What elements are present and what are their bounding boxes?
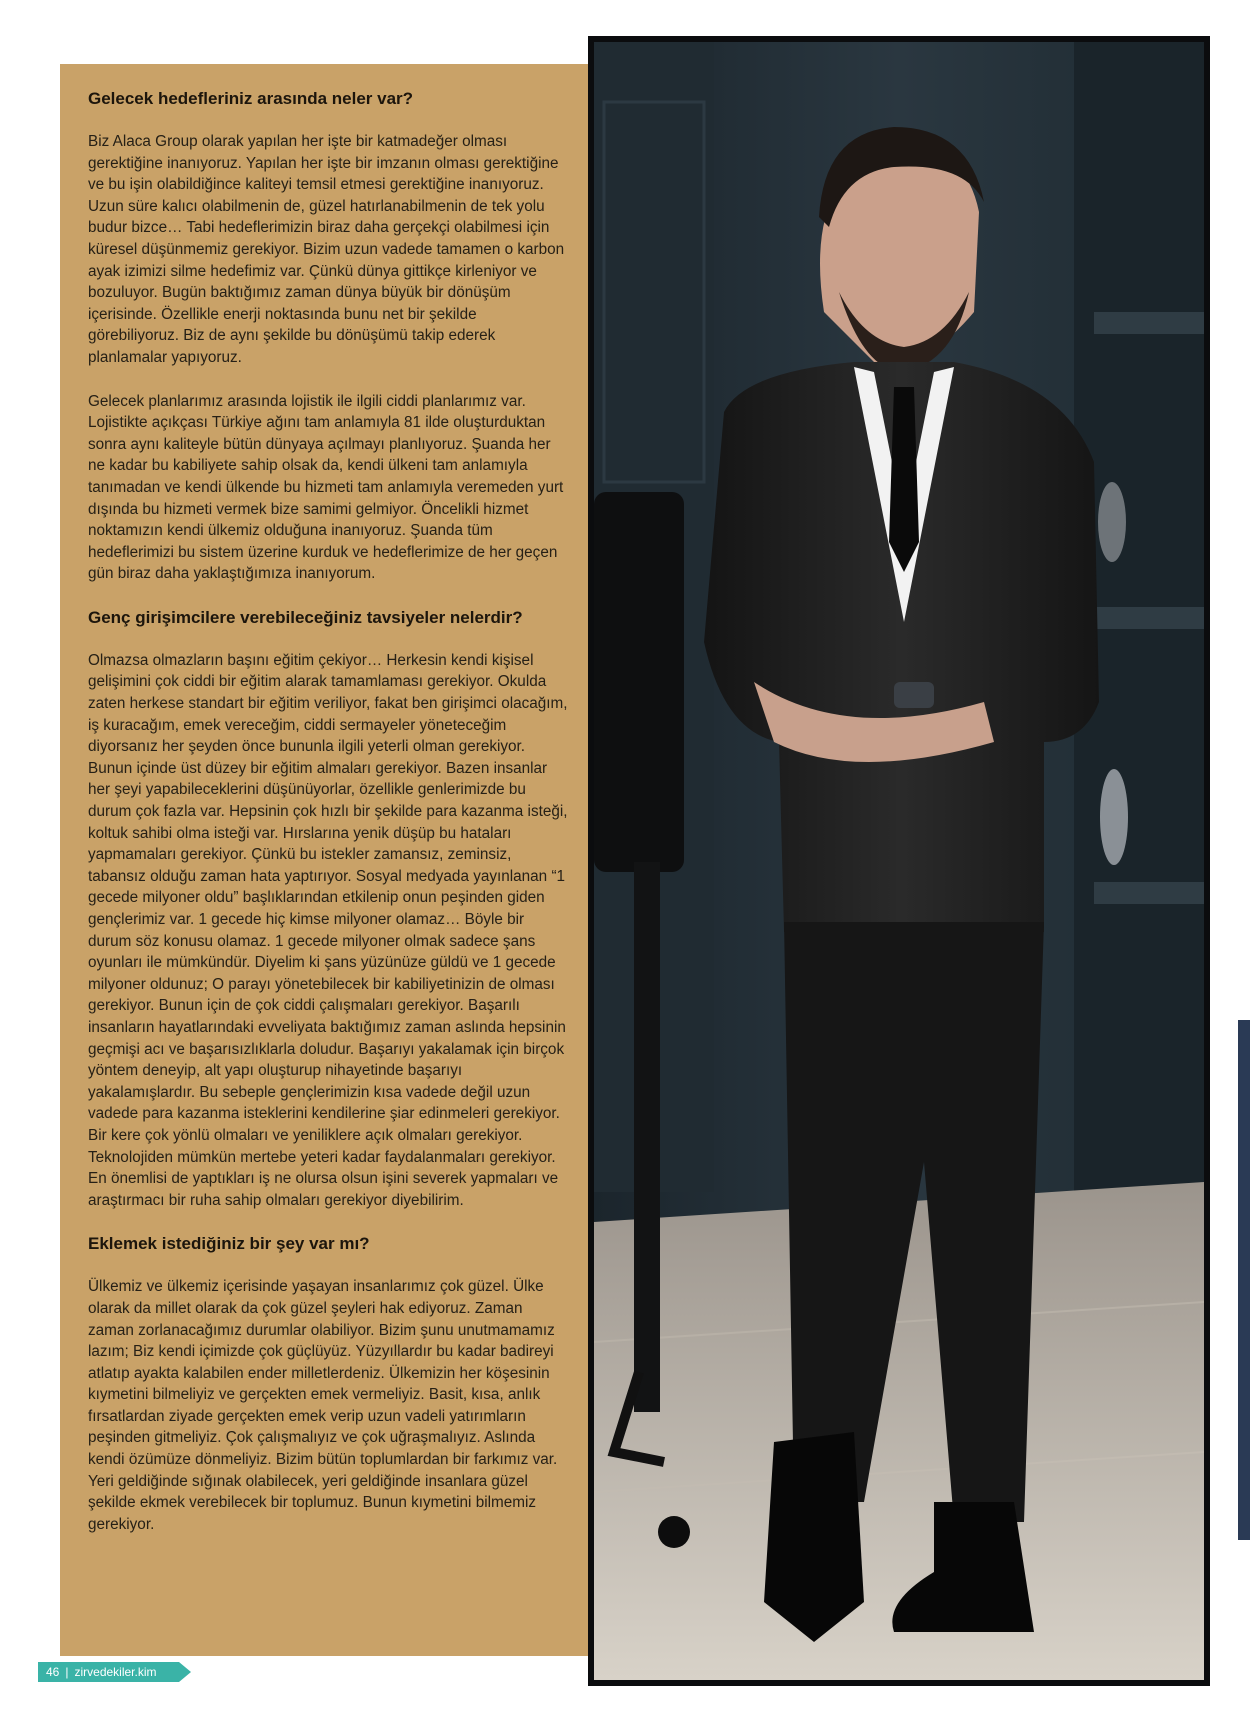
footer-site-link[interactable]: zirvedekiler.kim [74, 1665, 157, 1679]
portrait-illustration [594, 42, 1204, 1680]
paragraph: Gelecek planlarımız arasında lojistik ile ilgili ciddi planlarımız var. Lojistikte açıkçası Türkiye ağını tam anlamıyla 81 ilde oluşturduktan sonra aynı kaliteyle bütün dünyaya açılmayı planlıyoruz. Şuanda her ne kadar bu kabiliyete sahip olsak da, kendi ülkeni tam anlamıyla tanımadan ve kendi ülkende bu hizmeti tam anlamıyla veremeden yurt dışında bu hizmeti vermek bize samimi gelmiyor. Öncelikli hizmet noktamızın kendi ülkemiz olduğuna inanıyoruz. Şuanda tüm hedeflerimizi bu sistem üzerine kurduk ve hedeflerimize de her geçen gün biraz daha yaklaştığımıza inanıyorum. [88, 392, 564, 583]
paragraph: Olmazsa olmazların başını eğitim çekiyor… Herkesin kendi kişisel gelişimini çok ciddi bir eğitim alarak tamamlaması gerekiyor. Okulda zaten herkese standart bir eğitim veriliyor, fakat ben girişimci olacağım, iş kuracağım, emek vereceğim, ciddi sermayeler yöneteceğim diyorsanız her şeyden önce bununla ilgili yeterli olman gerekiyor. Bunun içinde üst düzey bir eğitim almaları gerekiyor. Bazen insanlar her şeyi yapabileceklerini düşünüyorlar, özellikle genlerimizde bu durum çok fazla var. Hepsinin çok hızlı bir şekilde para kazanma isteği, koltuk sahibi olma isteği var. Hırslarına yenik düşüp bu hataları yapmamaları gerekiyor. Çünkü bu istekler zamansız, zeminsiz, tabansız olduğu zaman hata yaptırıyor. Sosyal medyada yayınlanan “1 gecede milyoner oldu” başlıklarından etkilenip onun peşinden giden gençlerimiz var. 1 gecede hiç kimse milyoner olamaz… Böyle bir durum söz konusu olamaz. 1 gecede milyoner olmak sadece şans oyunları ile mümkündür. Diyelim ki şans yüzünüze güldü ve 1 gecede milyoner oldunuz; O parayı yönetebilecek bir kabiliyetinizin de olması gerekiyor. Bunun için de çok ciddi çalışmaları gerekiyor. Başarılı insanların hayatlarındaki evveliyata baktığımız zaman aslında hepsinin geçmişi acı ve başarısızlıklarla doludur. Başarıyı yakalamak için birçok yöntem deneyip, alt yapı oluşturup nihayetinde başarıyı yakalamışlardır. Bu sebeple gençlerimizin kısa vadede değil uzun vadede para kazanma isteklerini kendilerine şiar edinmeleri gerekiyor. Bir kere çok yönlü olmaları ve yeniliklere açık olmaları gerekiyor. Teknolojiden mümkün mertebe yeteri kadar faydalanmaları gerekiyor. En önemlisi de yaptıkları iş ne olursa olsun işini severek yapmaları ve araştırmacı bir ruha sahip olmaları gerekiyor diyebilirim. [88, 651, 568, 1209]
footer-separator: | [65, 1665, 69, 1679]
section-heading-closing: Eklemek istediğiniz bir şey var mı? [88, 1234, 370, 1254]
paragraph: Ülkemiz ve ülkemiz içerisinde yaşayan insanlarımız çok güzel. Ülke olarak da millet olarak da çok güzel şeyleri hak ediyoruz. Zaman zaman zorlanacağımız durumlar olabiliyor. Bizim şunu unutmamamız lazım; Biz kendi içimizde çok güçlüyüz. Yüzyıllardır bu kadar badireyi atlatıp ayakta kalabilen ender milletlerdeniz. Ülkemizin her köşesinin kıymetini bilmeliyiz ve gerçekten emek vermeliyiz. Basit, kısa, anlık fırsatlardan ziyade gerçekten emek verip uzun vadeli yatırımların peşinden gitmeliyiz. Çok çalışmalıyız ve çok uğraşmalıyız. Aslında kendi özümüze dönmeliyiz. Bizim bütün toplumlardan bir farkımız var. Yeri geldiğinde sığınak olabilecek, yeri geldiğinde insanlara güzel şekilde ekmek verebilecek bir toplumuz. Bunun kıymetini bilmemiz gerekiyor. [88, 1278, 558, 1533]
paragraph: Biz Alaca Group olarak yapılan her işte bir katmadeğer olması gerektiğine inanıyoruz. Yapılan her işte bir imzanın olması gerektiğine ve bu işin olabildiğince kaliteyi temsil etmesi gerektiğine inanıyoruz. Uzun süre kalıcı olabilmenin de, güzel hatırlanabilmenin de tek yolu budur bizce… Tabi hedeflerimizin biraz daha gerçekçi olabilmesi için küresel düşünmemiz gerekiyor. Bizim uzun vadede tamamen o karbon ayak izimizi silme hedefimiz var. Çünkü dünya gittikçe kirleniyor ve bozuluyor. Bugün baktığımız zaman dünya büyük bir dönüşüm içerisinde. Özellikle enerji noktasında bunu net bir şekilde görebiliyoruz. Biz de aynı şekilde bu dönüşümü takip ederek planlamalar yapıyoruz. [88, 133, 565, 366]
article-text-panel [60, 64, 588, 1656]
section-heading-advice: Genç girişimcilere verebileceğiniz tavsiyeler nelerdir? [88, 607, 523, 627]
page-footer [38, 1662, 179, 1682]
adjacent-page-strip [1238, 1020, 1250, 1540]
article-body [88, 88, 568, 1557]
footer-tab [38, 1662, 179, 1682]
portrait-photo-frame [588, 36, 1210, 1686]
section-heading-future-goals: Gelecek hedefleriniz arasında neler var? [88, 89, 414, 108]
portrait-photo [594, 42, 1204, 1680]
page-number: 46 [46, 1665, 60, 1679]
